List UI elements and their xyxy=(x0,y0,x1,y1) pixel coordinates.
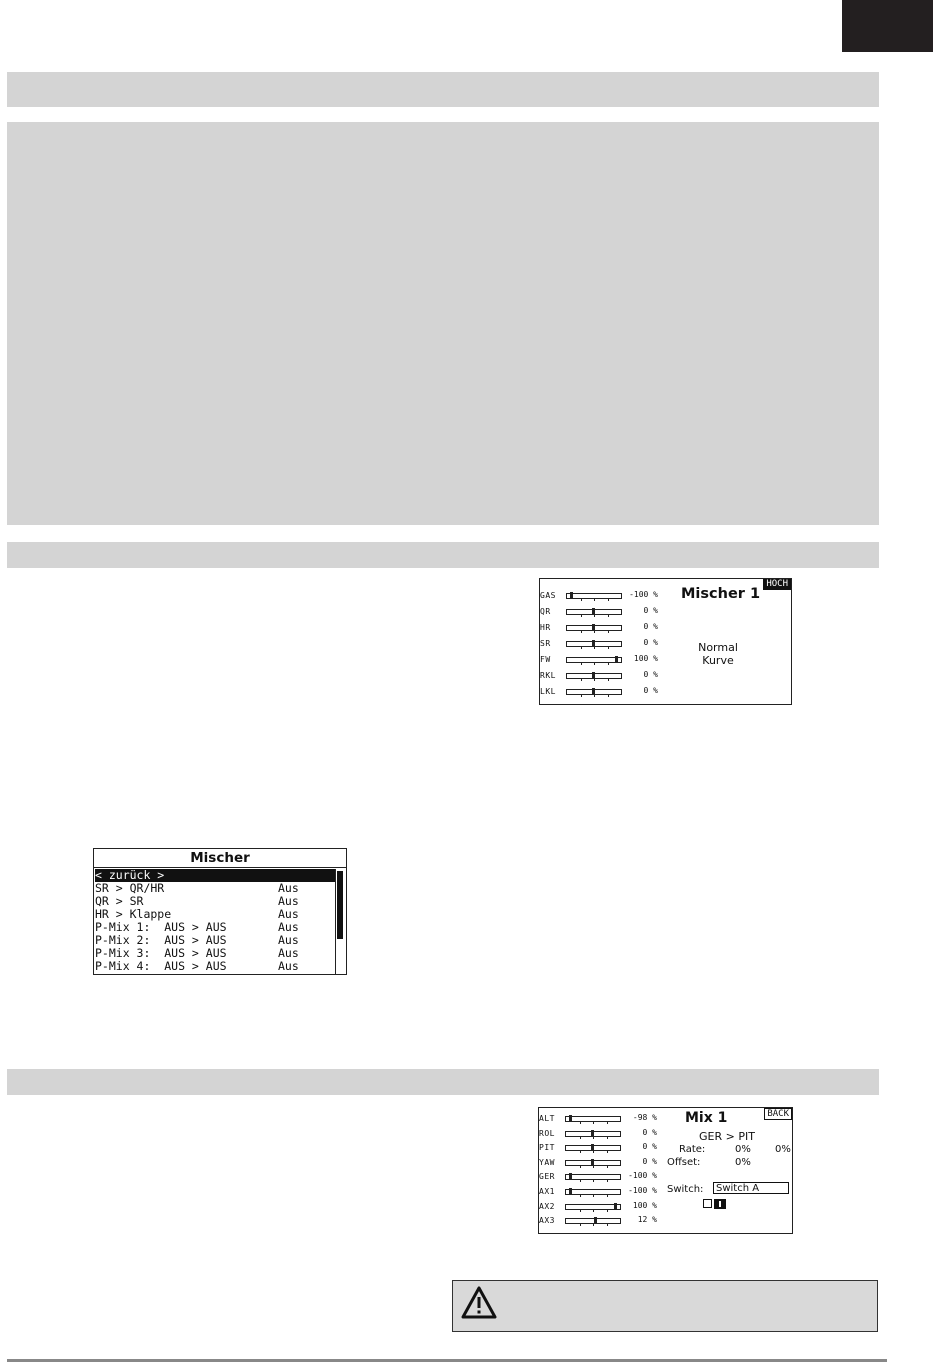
bar-tick xyxy=(580,1223,581,1226)
content-panel xyxy=(7,122,879,525)
channel-position-marker xyxy=(569,1188,572,1194)
channel-position-marker xyxy=(594,1217,597,1223)
bar-tick xyxy=(608,694,609,697)
channel-bar xyxy=(565,1160,621,1166)
warning-triangle-icon xyxy=(461,1286,497,1320)
bar-tick xyxy=(608,678,609,681)
switch-label: Switch: xyxy=(667,1184,704,1195)
bar-tick xyxy=(607,1179,608,1182)
channel-label: QR xyxy=(540,607,551,616)
mix-assignment[interactable]: GER > PIT xyxy=(699,1130,755,1143)
channel-position-marker xyxy=(591,1130,594,1136)
bar-tick xyxy=(593,1223,594,1226)
channel-position-marker xyxy=(591,1144,594,1150)
channel-label: FW xyxy=(540,655,551,664)
scrollbar-thumb[interactable] xyxy=(337,871,343,939)
channel-bar xyxy=(566,689,622,695)
curve-mode-line: Kurve xyxy=(702,654,734,667)
bar-tick xyxy=(594,662,595,665)
channel-value: 0 % xyxy=(643,638,658,647)
switch-position-box-0 xyxy=(703,1199,712,1208)
bar-tick xyxy=(608,662,609,665)
warning-box xyxy=(452,1280,878,1332)
channel-label: GAS xyxy=(540,591,556,600)
channel-label: AX2 xyxy=(539,1201,555,1211)
rate-value-1[interactable]: 0% xyxy=(735,1144,751,1155)
bar-tick xyxy=(593,1165,594,1168)
channel-bar xyxy=(565,1204,621,1210)
channel-position-marker xyxy=(592,624,595,630)
menu-item-value: Aus xyxy=(278,907,299,921)
bar-tick xyxy=(607,1150,608,1153)
channel-bar xyxy=(566,673,622,679)
channel-position-marker xyxy=(615,656,618,662)
scrollbar-track[interactable] xyxy=(335,869,336,974)
channel-label: AX3 xyxy=(539,1216,555,1226)
channel-value: -100 % xyxy=(628,1171,657,1181)
bar-tick xyxy=(607,1209,608,1212)
channel-label: HR xyxy=(540,623,551,632)
menu-item-label: P-Mix 1: AUS > AUS xyxy=(95,920,227,934)
section-header-band-2 xyxy=(7,542,879,568)
bar-tick xyxy=(607,1194,608,1197)
bar-tick xyxy=(607,1165,608,1168)
channel-bar xyxy=(565,1174,621,1180)
bar-tick xyxy=(593,1136,594,1139)
channel-value: 0 % xyxy=(643,606,658,615)
switch-position-box-1-active xyxy=(714,1199,726,1209)
chapter-tab xyxy=(842,0,933,52)
bar-tick xyxy=(580,1165,581,1168)
channel-position-marker xyxy=(592,688,595,694)
menu-title: Mischer xyxy=(190,850,250,866)
channel-bar xyxy=(565,1189,621,1195)
section-header-band-3 xyxy=(7,1069,879,1095)
bar-tick xyxy=(581,614,582,617)
menu-item-label: P-Mix 2: AUS > AUS xyxy=(95,933,227,947)
channel-label: LKL xyxy=(540,687,556,696)
channel-value: 0 % xyxy=(643,686,658,695)
channel-label: YAW xyxy=(539,1157,555,1167)
menu-item-value: Aus xyxy=(278,894,299,908)
menu-item-label: P-Mix 4: AUS > AUS xyxy=(95,959,227,973)
section-header-band-1 xyxy=(7,72,879,107)
menu-item-label: < zurück > xyxy=(95,868,165,882)
channel-bar xyxy=(565,1218,621,1224)
bar-tick xyxy=(594,694,595,697)
menu-item-label: P-Mix 3: AUS > AUS xyxy=(95,946,227,960)
bar-tick xyxy=(594,598,595,601)
back-button[interactable]: BACK xyxy=(764,1108,792,1120)
mix-1-screen xyxy=(538,1107,793,1234)
position-badge[interactable]: HOCH xyxy=(763,579,791,590)
bar-tick xyxy=(580,1121,581,1124)
channel-label: SR xyxy=(540,639,551,648)
channel-value: -98 % xyxy=(632,1113,657,1122)
channel-position-marker xyxy=(592,640,595,646)
bar-tick xyxy=(593,1121,594,1124)
bar-tick xyxy=(580,1194,581,1197)
channel-bar xyxy=(566,593,622,599)
flight-mode-line: Normal xyxy=(698,641,738,654)
screen-title: Mix 1 xyxy=(685,1110,728,1126)
channel-label: GER xyxy=(539,1172,555,1182)
bar-tick xyxy=(607,1136,608,1139)
channel-bar xyxy=(566,657,622,663)
switch-selector[interactable]: Switch A xyxy=(713,1182,789,1194)
channel-label: RKL xyxy=(540,671,556,680)
channel-value: 12 % xyxy=(637,1215,657,1225)
channel-bar xyxy=(565,1145,621,1151)
bar-tick xyxy=(580,1179,581,1182)
channel-position-marker xyxy=(569,1115,572,1121)
bar-tick xyxy=(608,614,609,617)
menu-item-label: QR > SR xyxy=(95,894,144,908)
channel-position-marker xyxy=(592,672,595,678)
menu-item[interactable] xyxy=(95,960,335,973)
bar-tick xyxy=(593,1209,594,1212)
bar-tick xyxy=(580,1136,581,1139)
channel-position-marker xyxy=(592,608,595,614)
bar-tick xyxy=(608,630,609,633)
menu-item-label: HR > Klappe xyxy=(95,907,172,921)
bar-tick xyxy=(581,662,582,665)
channel-bar xyxy=(566,609,622,615)
channel-value: 0 % xyxy=(642,1127,657,1137)
channel-bar xyxy=(566,641,622,647)
bar-tick xyxy=(594,646,595,649)
channel-bar xyxy=(566,625,622,631)
channel-value: 0 % xyxy=(642,1142,657,1152)
bar-tick xyxy=(593,1150,594,1153)
bar-tick xyxy=(593,1194,594,1197)
bar-tick xyxy=(594,614,595,617)
bar-tick xyxy=(581,694,582,697)
menu-item-value: Aus xyxy=(278,959,299,973)
channel-label: ALT xyxy=(539,1114,555,1123)
channel-label: AX1 xyxy=(539,1187,555,1196)
channel-value: 0 % xyxy=(643,622,658,631)
menu-item-value: Aus xyxy=(278,933,299,947)
page-bottom-rule xyxy=(7,1359,887,1362)
channel-bar xyxy=(565,1116,621,1122)
channel-position-marker xyxy=(570,592,573,598)
channel-label: ROL xyxy=(539,1128,555,1138)
flight-mode-info xyxy=(690,641,746,667)
channel-position-marker xyxy=(614,1203,617,1209)
channel-bar xyxy=(565,1131,621,1137)
offset-label: Offset: xyxy=(667,1157,701,1168)
bar-tick xyxy=(580,1209,581,1212)
menu-item-value: Aus xyxy=(278,881,299,895)
mixer-menu-screen xyxy=(93,848,347,975)
bar-tick xyxy=(594,678,595,681)
bar-tick xyxy=(608,598,609,601)
bar-tick xyxy=(593,1179,594,1182)
menu-list xyxy=(95,869,335,974)
channel-label: PIT xyxy=(539,1143,555,1153)
bar-tick xyxy=(581,598,582,601)
channel-value: 0 % xyxy=(643,670,658,679)
menu-item-value: Aus xyxy=(278,946,299,960)
channel-position-marker xyxy=(569,1173,572,1179)
menu-item-label: SR > QR/HR xyxy=(95,881,165,895)
mixer-1-screen xyxy=(539,578,792,705)
channel-value: 100 % xyxy=(633,654,658,663)
channel-value: -100 % xyxy=(629,590,658,599)
bar-tick xyxy=(581,678,582,681)
channel-value: 0 % xyxy=(642,1156,657,1166)
rate-value-2[interactable]: 0% xyxy=(775,1144,791,1155)
bar-tick xyxy=(607,1223,608,1226)
bar-tick xyxy=(581,630,582,633)
screen-title: Mischer 1 xyxy=(681,586,761,602)
channel-position-marker xyxy=(591,1159,594,1165)
bar-tick xyxy=(581,646,582,649)
rate-label: Rate: xyxy=(679,1144,706,1155)
bar-tick xyxy=(607,1121,608,1124)
bar-tick xyxy=(580,1150,581,1153)
bar-tick xyxy=(608,646,609,649)
channel-value: 100 % xyxy=(632,1200,657,1210)
menu-item-value: Aus xyxy=(278,920,299,934)
bar-tick xyxy=(594,630,595,633)
channel-value: -100 % xyxy=(628,1186,657,1195)
offset-value[interactable]: 0% xyxy=(735,1157,751,1168)
